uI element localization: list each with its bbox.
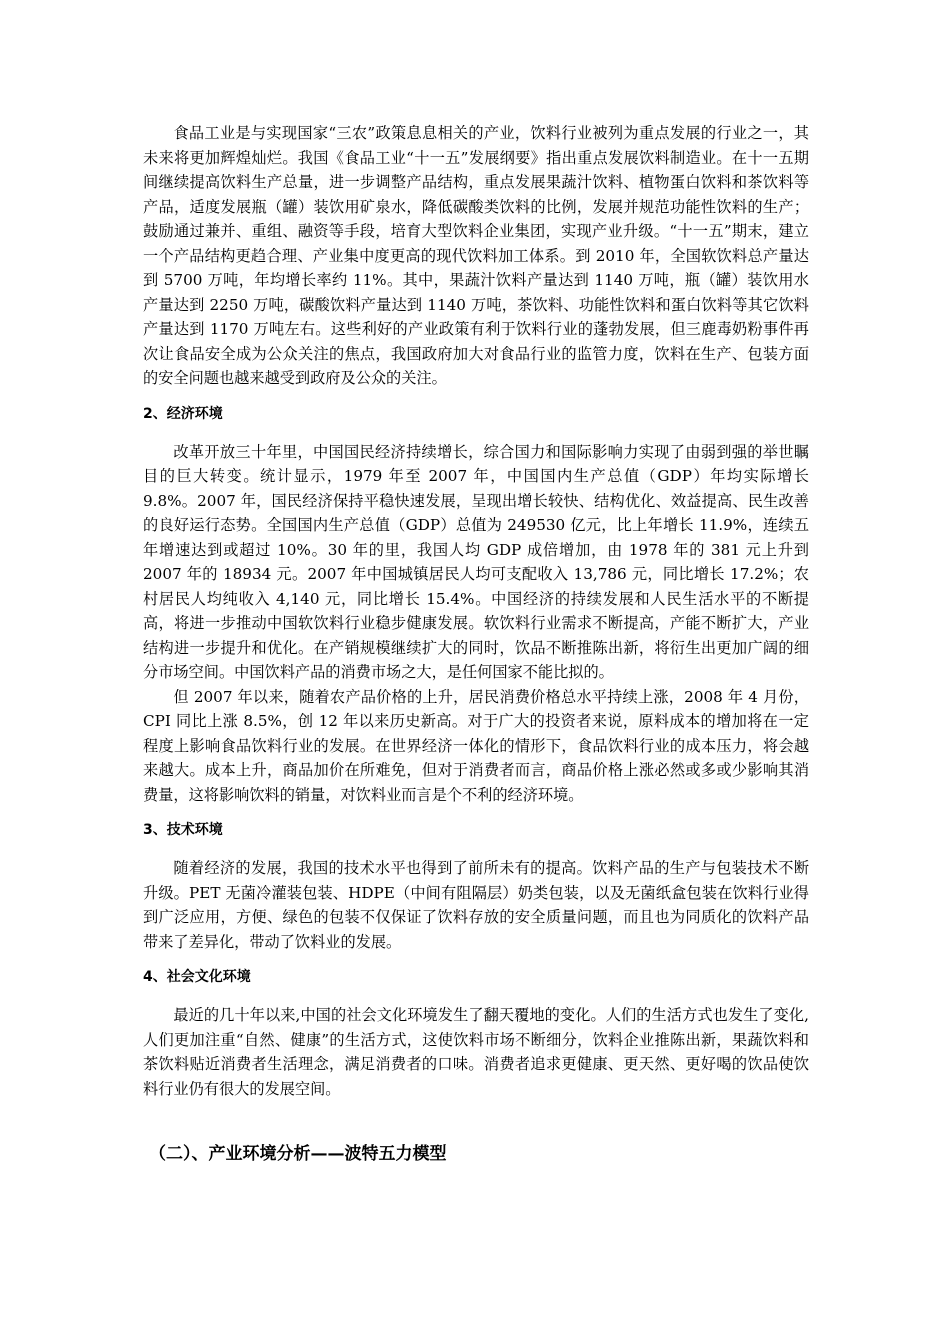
section-heading-economy: 2、经济环境 — [143, 405, 223, 422]
tech-paragraph: 随着经济的发展，我国的技术水平也得到了前所未有的提高。饮料产品的生产与包装技术不断升级。PET 无菌冷灌装包装、HDPE（中间有阻隔层）奶类包装，以及无菌纸盒包装在饮料行业得到广泛应用，方便、绿色的包装不仅保证了饮料存放的安全质量问题，而且也为同质化的饮料产品带来了差异化，带动了饮料业的发展。 — [143, 859, 809, 951]
economy-paragraph-1: 改革开放三十年里，中国国民经济持续增长，综合国力和国际影响力实现了由弱到强的举世瞩目的巨大转变。统计显示，1979 年至 2007 年，中国国内生产总值（GDP）年均实际增长 9.8%。2007 年，国民经济保持平稳快速发展，呈现出增长较快、结构优化、效益提高、民生改善的良好运行态势。全国国内生产总值（GDP）总值为 249530 亿元，比上年增长 11.9%，连续五年增速达到或超过 10%。30 年的里，我国人均 GDP 成倍增加，由 1978 年的 381 元上升到 2007 年的 18934 元。2007 年中国城镇居民人均可支配收入 13,786 元，同比增长 17.2%；农村居民人均纯收入 4,140 元，同比增长 15.4%。中国经济的持续发展和人民生活水平的不断提高，将进一步推动中国软饮料行业稳步健康发展。软饮料行业需求不断提高，产能不断扩大，产业结构进一步提升和优化。在产销规模继续扩大的同时，饮品不断推陈出新，将衍生出更加广阔的细分市场空间。中国饮料产品的消费市场之大，是任何国家不能比拟的。 — [143, 442, 809, 681]
economy-paragraph-2: 但 2007 年以来，随着农产品价格的上升，居民消费价格总水平持续上涨，2008 年 4 月份，CPI 同比上涨 8.5%，创 12 年以来历史新高。对于广大的投资者来说，原料成本的增加将在一定程度上影响食品饮料行业的发展。在世界经济一体化的情形下，食品饮料行业的成本压力，将会越来越大。成本上升，商品加价在所难免，但对于消费者而言，商品价格上涨必然或多或少影响其消费量，这将影响饮料的销量，对饮料业而言是个不利的经济环境。 — [143, 687, 809, 804]
section-heading-culture: 4、社会文化环境 — [143, 969, 251, 985]
document-body — [143, 121, 809, 1167]
section-heading-industry: （二）、产业环境分析——波特五力模型 — [149, 1144, 447, 1164]
section-heading-tech: 3、技术环境 — [143, 822, 223, 838]
intro-paragraph: 食品工业是与实现国家“三农”政策息息相关的产业，饮料行业被列为重点发展的行业之一，其未来将更加辉煌灿烂。我国《食品工业“十一五”发展纲要》指出重点发展饮料制造业。在十一五期间继续提高饮料生产总量，进一步调整产品结构，重点发展果蔬汁饮料、植物蛋白饮料和茶饮料等产品，适度发展瓶（罐）装饮用矿泉水，降低碳酸类饮料的比例，发展并规范功能性饮料的生产；鼓励通过兼并、重组、融资等手段，培育大型饮料企业集团，实现产业升级。“十一五”期末，建立一个产品结构更趋合理、产业集中度更高的现代饮料加工体系。到 2010 年，全国软饮料总产量达到 5700 万吨，年均增长率约 11%。其中，果蔬汁饮料产量达到 1140 万吨，瓶（罐）装饮用水产量达到 2250 万吨，碳酸饮料产量达到 1140 万吨，茶饮料、功能性饮料和蛋白饮料等其它饮料产量达到 1170 万吨左右。这些利好的产业政策有利于饮料行业的蓬勃发展，但三鹿毒奶粉事件再次让食品安全成为公众关注的焦点，我国政府加大对食品行业的监管力度，饮料在生产、包装方面的安全问题也越来越受到政府及公众的关注。 — [143, 124, 809, 387]
culture-paragraph: 最近的几十年以来,中国的社会文化环境发生了翻天覆地的变化。人们的生活方式也发生了变化,人们更加注重“自然、健康”的生活方式，这使饮料市场不断细分，饮料企业推陈出新，果蔬饮料和茶饮料贴近消费者生活理念，满足消费者的口味。消费者追求更健康、更天然、更好喝的饮品使饮料行业仍有很大的发展空间。 — [143, 1006, 809, 1098]
